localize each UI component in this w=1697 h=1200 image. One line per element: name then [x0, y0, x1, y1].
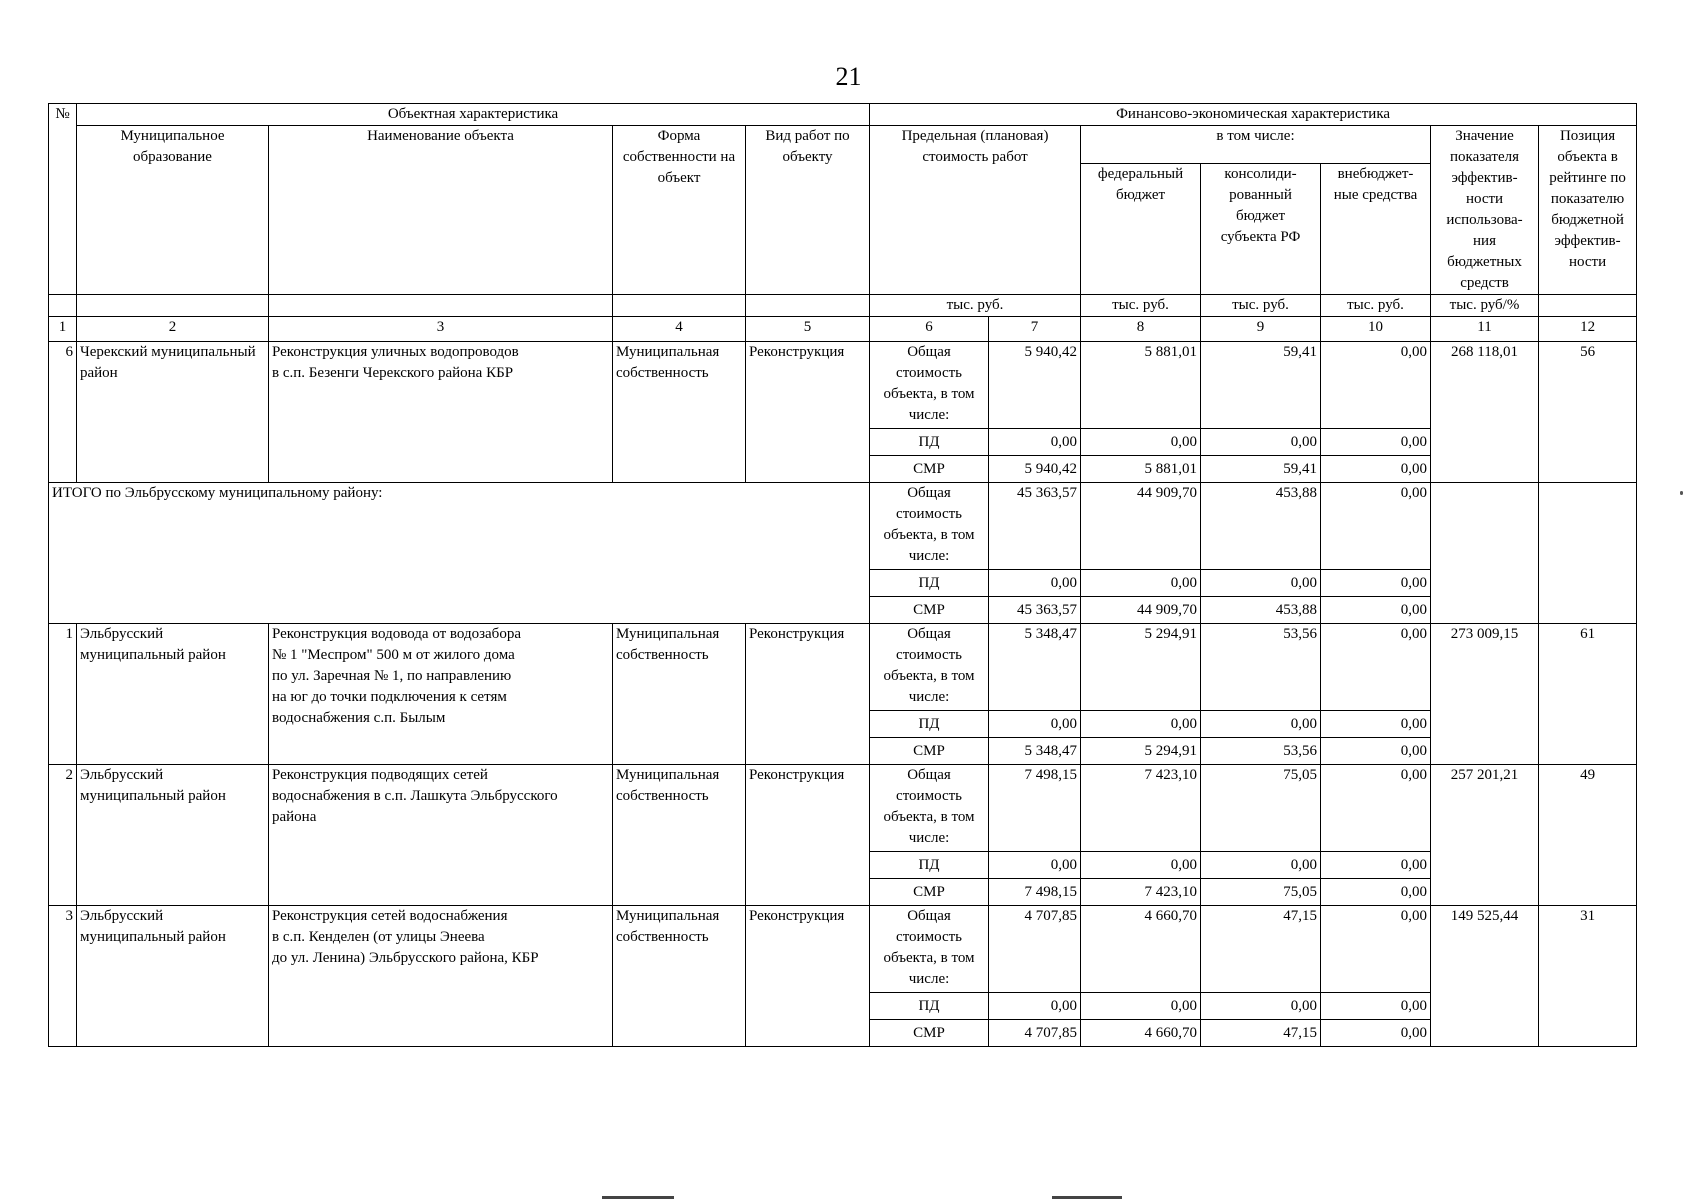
colnum-2: 2: [77, 317, 269, 342]
label-total-cost: Общая стоимость объекта, в том числе:: [870, 906, 989, 993]
pd-extrabudget-value: 0,00: [1321, 429, 1431, 456]
subtotal-smr-consolidated: 453,88: [1201, 597, 1321, 624]
label-total-cost: Общая стоимость объекта, в том числе:: [870, 483, 989, 570]
pd-consolidated-value: 0,00: [1201, 993, 1321, 1020]
unit-indicator: тыс. руб/%: [1431, 295, 1539, 317]
record-municipality: Эльбрусский муниципальный район: [77, 765, 269, 906]
colnum-6: 6: [870, 317, 989, 342]
indicator-value: 257 201,21: [1431, 765, 1539, 906]
header-indicator: Значение показателя эффектив- ности использова- ния бюджетных средств: [1431, 126, 1539, 295]
header-cost: [870, 126, 1081, 295]
smr-consolidated-value: 53,56: [1201, 738, 1321, 765]
pd-consolidated-value: 0,00: [1201, 429, 1321, 456]
total-consolidated-value: 59,41: [1201, 342, 1321, 429]
colnum-7: 7: [989, 317, 1081, 342]
subtotal-total-cost: 45 363,57: [989, 483, 1081, 570]
record-municipality: Эльбрусский муниципальный район: [77, 624, 269, 765]
footer-mark-right: [1052, 1196, 1122, 1199]
indicator-value: 268 118,01: [1431, 342, 1539, 483]
total-consolidated-value: 53,56: [1201, 624, 1321, 711]
header-ownership: Форма собственности на объект: [613, 126, 746, 295]
rating-value: 31: [1539, 906, 1637, 1047]
pd-cost-value: 0,00: [989, 711, 1081, 738]
total-consolidated-value: 75,05: [1201, 765, 1321, 852]
record-object-name: Реконструкция сетей водоснабжения в с.п. Кенделен (от улицы Энеева до ул. Ленина) Эльбрусского района, КБР: [269, 906, 613, 1047]
colnum-5: 5: [746, 317, 870, 342]
colnum-1: 1: [49, 317, 77, 342]
pd-extrabudget-value: 0,00: [1321, 993, 1431, 1020]
table-row: [49, 342, 1637, 429]
record-worktype: Реконструкция: [746, 765, 870, 906]
header-federal: федеральный бюджет: [1081, 164, 1201, 295]
record-municipality: Черекский муниципальный район: [77, 342, 269, 483]
subtotal-label: ИТОГО по Эльбрусскому муниципальному району:: [49, 483, 870, 624]
record-ownership: Муниципальная собственность: [613, 624, 746, 765]
label-pd: ПД: [870, 570, 989, 597]
table-row: [49, 624, 1637, 711]
subtotal-row: [49, 483, 1637, 570]
column-numbers-row: [49, 317, 1637, 342]
total-cost-value: 4 707,85: [989, 906, 1081, 993]
record-municipality: Эльбрусский муниципальный район: [77, 906, 269, 1047]
rating-value: 49: [1539, 765, 1637, 906]
total-cost-value: 7 498,15: [989, 765, 1081, 852]
subtotal-total-federal: 44 909,70: [1081, 483, 1201, 570]
subtotal-pd-federal: 0,00: [1081, 570, 1201, 597]
colnum-4: 4: [613, 317, 746, 342]
smr-consolidated-value: 59,41: [1201, 456, 1321, 483]
indicator-value: 273 009,15: [1431, 624, 1539, 765]
header-no: №: [49, 104, 77, 295]
label-total-cost: Общая стоимость объекта, в том числе:: [870, 624, 989, 711]
pd-extrabudget-value: 0,00: [1321, 852, 1431, 879]
financial-table: [48, 103, 1637, 1047]
unit-federal: тыс. руб.: [1081, 295, 1201, 317]
subtotal-pd-consolidated: 0,00: [1201, 570, 1321, 597]
page-number: 21: [835, 62, 862, 91]
header-units-row: [49, 295, 1637, 317]
label-pd: ПД: [870, 429, 989, 456]
smr-extrabudget-value: 0,00: [1321, 1020, 1431, 1047]
unit-consolidated: тыс. руб.: [1201, 295, 1321, 317]
colnum-8: 8: [1081, 317, 1201, 342]
total-federal-value: 4 660,70: [1081, 906, 1201, 993]
subtotal-pd-cost: 0,00: [989, 570, 1081, 597]
label-smr: СМР: [870, 879, 989, 906]
total-cost-value: 5 940,42: [989, 342, 1081, 429]
header-consolidated: консолиди- рованный бюджет субъекта РФ: [1201, 164, 1321, 295]
pd-cost-value: 0,00: [989, 993, 1081, 1020]
record-worktype: Реконструкция: [746, 624, 870, 765]
smr-cost-value: 5 940,42: [989, 456, 1081, 483]
subtotal-rating-empty: [1539, 483, 1637, 624]
header-worktype: Вид работ по объекту: [746, 126, 870, 295]
pd-cost-value: 0,00: [989, 852, 1081, 879]
pd-federal-value: 0,00: [1081, 429, 1201, 456]
smr-federal-value: 5 294,91: [1081, 738, 1201, 765]
smr-cost-value: 7 498,15: [989, 879, 1081, 906]
pd-federal-value: 0,00: [1081, 852, 1201, 879]
pd-federal-value: 0,00: [1081, 711, 1201, 738]
total-consolidated-value: 47,15: [1201, 906, 1321, 993]
record-object-name: Реконструкция водовода от водозабора № 1 "Меспром" 500 м от жилого дома по ул. Заречная № 1, по направлению на юг до точки подключения к сетям водоснабжения с.п. Былым: [269, 624, 613, 765]
label-smr: СМР: [870, 597, 989, 624]
subtotal-smr-extrabudget: 0,00: [1321, 597, 1431, 624]
total-extrabudget-value: 0,00: [1321, 906, 1431, 993]
record-object-name: Реконструкция подводящих сетей водоснабжения в с.п. Лашкута Эльбрусского района: [269, 765, 613, 906]
scan-artifact: [1680, 491, 1683, 495]
total-federal-value: 7 423,10: [1081, 765, 1201, 852]
header-rating: Позиция объекта в рейтинге по показателю бюджетной эффектив- ности: [1539, 126, 1637, 295]
label-pd: ПД: [870, 993, 989, 1020]
record-no: 6: [49, 342, 77, 483]
header-group-object: Объектная характеристика: [77, 104, 870, 126]
header-municipality: Муниципальное образование: [77, 126, 269, 295]
header-object-name: Наименование объекта: [269, 126, 613, 295]
total-cost-value: 5 348,47: [989, 624, 1081, 711]
total-extrabudget-value: 0,00: [1321, 765, 1431, 852]
label-total-cost: Общая стоимость объекта, в том числе:: [870, 342, 989, 429]
record-ownership: Муниципальная собственность: [613, 906, 746, 1047]
subtotal-indicator-empty: [1431, 483, 1539, 624]
table-row: [49, 765, 1637, 852]
record-worktype: Реконструкция: [746, 906, 870, 1047]
indicator-value: 149 525,44: [1431, 906, 1539, 1047]
subtotal-pd-extrabudget: 0,00: [1321, 570, 1431, 597]
pd-federal-value: 0,00: [1081, 993, 1201, 1020]
pd-consolidated-value: 0,00: [1201, 711, 1321, 738]
smr-extrabudget-value: 0,00: [1321, 456, 1431, 483]
header-row-groups: [49, 104, 1637, 126]
record-ownership: Муниципальная собственность: [613, 342, 746, 483]
total-extrabudget-value: 0,00: [1321, 624, 1431, 711]
smr-extrabudget-value: 0,00: [1321, 879, 1431, 906]
pd-consolidated-value: 0,00: [1201, 852, 1321, 879]
record-no: 3: [49, 906, 77, 1047]
colnum-12: 12: [1539, 317, 1637, 342]
unit-extrabudget: тыс. руб.: [1321, 295, 1431, 317]
pd-cost-value: 0,00: [989, 429, 1081, 456]
subtotal-smr-cost: 45 363,57: [989, 597, 1081, 624]
header-cost-label: Предельная (плановая) стоимость работ: [901, 128, 1049, 165]
colnum-9: 9: [1201, 317, 1321, 342]
colnum-11: 11: [1431, 317, 1539, 342]
unit-cost: тыс. руб.: [870, 295, 1081, 317]
label-smr: СМР: [870, 1020, 989, 1047]
header-extrabudget: внебюджет- ные средства: [1321, 164, 1431, 295]
smr-consolidated-value: 47,15: [1201, 1020, 1321, 1047]
record-no: 1: [49, 624, 77, 765]
smr-extrabudget-value: 0,00: [1321, 738, 1431, 765]
smr-cost-value: 5 348,47: [989, 738, 1081, 765]
total-extrabudget-value: 0,00: [1321, 342, 1431, 429]
smr-federal-value: 7 423,10: [1081, 879, 1201, 906]
total-federal-value: 5 294,91: [1081, 624, 1201, 711]
label-smr: СМР: [870, 738, 989, 765]
smr-cost-value: 4 707,85: [989, 1020, 1081, 1047]
label-total-cost: Общая стоимость объекта, в том числе:: [870, 765, 989, 852]
subtotal-smr-federal: 44 909,70: [1081, 597, 1201, 624]
subtotal-total-extrabudget: 0,00: [1321, 483, 1431, 570]
footer-mark-left: [602, 1196, 674, 1199]
header-row-columns: [49, 126, 1637, 164]
subtotal-total-consolidated: 453,88: [1201, 483, 1321, 570]
colnum-3: 3: [269, 317, 613, 342]
record-object-name: Реконструкция уличных водопроводов в с.п. Безенги Черекского района КБР: [269, 342, 613, 483]
smr-federal-value: 4 660,70: [1081, 1020, 1201, 1047]
table-row: [49, 906, 1637, 993]
record-no: 2: [49, 765, 77, 906]
colnum-10: 10: [1321, 317, 1431, 342]
label-smr: СМР: [870, 456, 989, 483]
smr-federal-value: 5 881,01: [1081, 456, 1201, 483]
label-pd: ПД: [870, 711, 989, 738]
total-federal-value: 5 881,01: [1081, 342, 1201, 429]
header-including: в том числе:: [1081, 126, 1431, 164]
label-pd: ПД: [870, 852, 989, 879]
pd-extrabudget-value: 0,00: [1321, 711, 1431, 738]
smr-consolidated-value: 75,05: [1201, 879, 1321, 906]
rating-value: 61: [1539, 624, 1637, 765]
record-worktype: Реконструкция: [746, 342, 870, 483]
rating-value: 56: [1539, 342, 1637, 483]
header-group-finance: Финансово-экономическая характеристика: [870, 104, 1637, 126]
record-ownership: Муниципальная собственность: [613, 765, 746, 906]
